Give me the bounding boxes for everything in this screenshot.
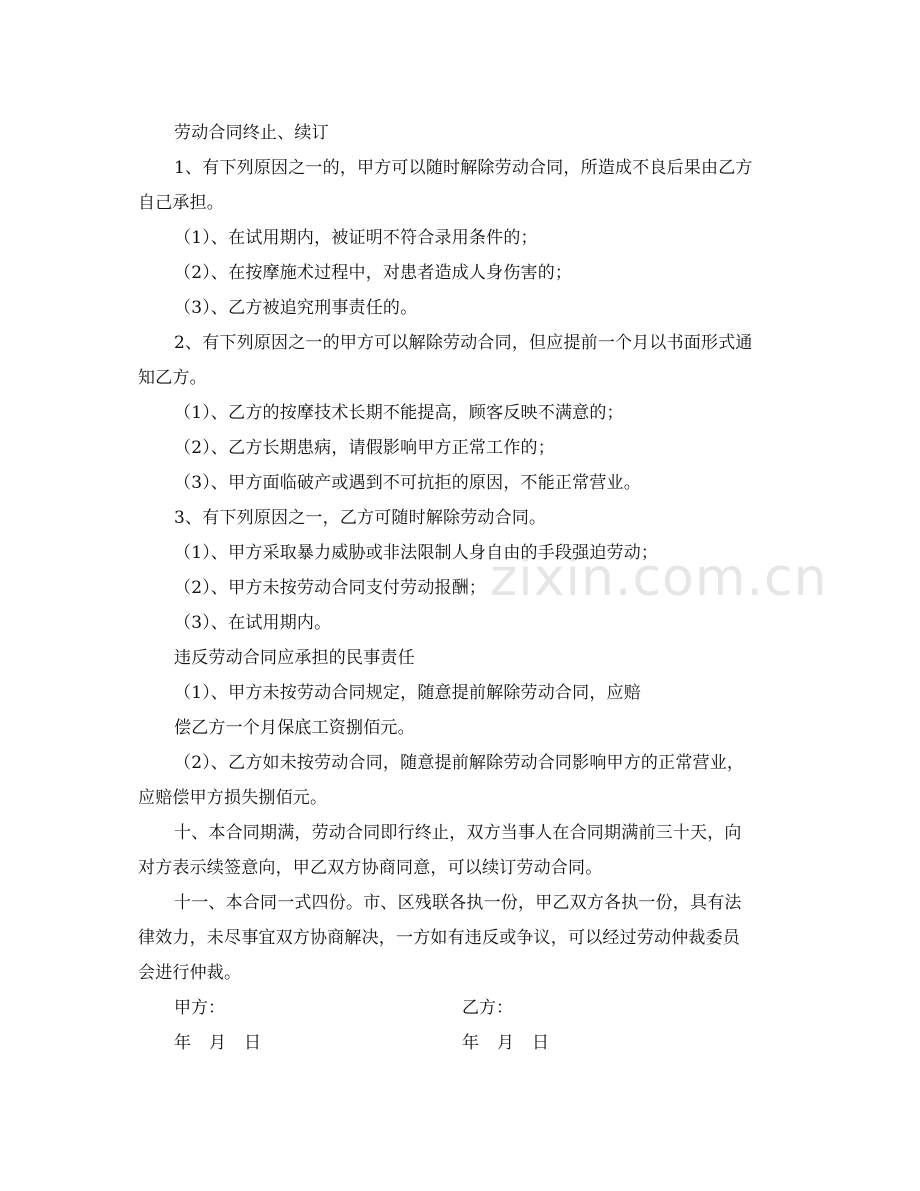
contract-body (138, 116, 788, 1061)
list-item: （2）、甲方未按劳动合同支付劳动报酬； (174, 578, 487, 598)
list-item: （2）、乙方如未按劳动合同，随意提前解除劳动合同影响甲方的正常营业， (174, 753, 745, 773)
section-heading: 劳动合同终止、续订 (174, 123, 329, 143)
paragraph-line: 律效力，未尽事宜双方协商解决，一方如有违反或争议，可以经过劳动仲裁委员 (138, 928, 740, 948)
paragraph-line: 知乙方。 (138, 368, 207, 388)
year-label: 年 (174, 1033, 191, 1053)
day-label: 日 (244, 1033, 261, 1053)
list-item: （3）、在试用期内。 (174, 613, 332, 633)
party-b-label: 乙方： (462, 998, 513, 1018)
party-b-date (462, 1026, 549, 1061)
signature-row (138, 991, 788, 1026)
paragraph-line: 十、本合同期满，劳动合同即行终止，双方当事人在合同期满前三十天，向 (174, 823, 742, 843)
date-row (138, 1026, 788, 1061)
paragraph-line: 自己承担。 (138, 193, 224, 213)
party-a-date (174, 1026, 261, 1061)
list-item: （1）、乙方的按摩技术长期不能提高，顾客反映不满意的； (174, 403, 624, 423)
month-label: 月 (497, 1033, 514, 1053)
paragraph-line: 2、有下列原因之一的甲方可以解除劳动合同，但应提前一个月以书面形式通 (174, 333, 753, 353)
list-item: （3）、甲方面临破产或遇到不可抗拒的原因，不能正常营业。 (174, 473, 641, 493)
watermark: zixin.com.cn (490, 548, 828, 608)
list-item: （1）、甲方未按劳动合同规定，随意提前解除劳动合同，应赔 (174, 683, 641, 703)
paragraph-line: 偿乙方一个月保底工资捌佰元。 (174, 718, 415, 738)
paragraph-line: 应赔偿甲方损失捌佰元。 (138, 788, 328, 808)
paragraph-line: 十一、本合同一式四份。市、区残联各执一份，甲乙双方各执一份，具有法 (174, 893, 742, 913)
month-label: 月 (209, 1033, 226, 1053)
paragraph-line: 会进行仲裁。 (138, 963, 242, 983)
paragraph-line: 3、有下列原因之一，乙方可随时解除劳动合同。 (174, 508, 547, 528)
party-a-label: 甲方： (174, 998, 225, 1018)
paragraph-line: 对方表示续签意向，甲乙双方协商同意，可以续订劳动合同。 (138, 858, 603, 878)
list-item: （1）、甲方采取暴力威胁或非法限制人身自由的手段强迫劳动； (174, 543, 659, 563)
paragraph-line: 1、有下列原因之一的，甲方可以随时解除劳动合同，所造成不良后果由乙方 (174, 158, 753, 178)
section-heading: 违反劳动合同应承担的民事责任 (174, 648, 415, 668)
list-item: （1）、在试用期内，被证明不符合录用条件的； (174, 228, 538, 248)
list-item: （3）、乙方被追究刑事责任的。 (174, 298, 418, 318)
list-item: （2）、在按摩施术过程中，对患者造成人身伤害的； (174, 263, 573, 283)
day-label: 日 (532, 1033, 549, 1053)
list-item: （2）、乙方长期患病，请假影响甲方正常工作的； (174, 438, 555, 458)
year-label: 年 (462, 1033, 479, 1053)
